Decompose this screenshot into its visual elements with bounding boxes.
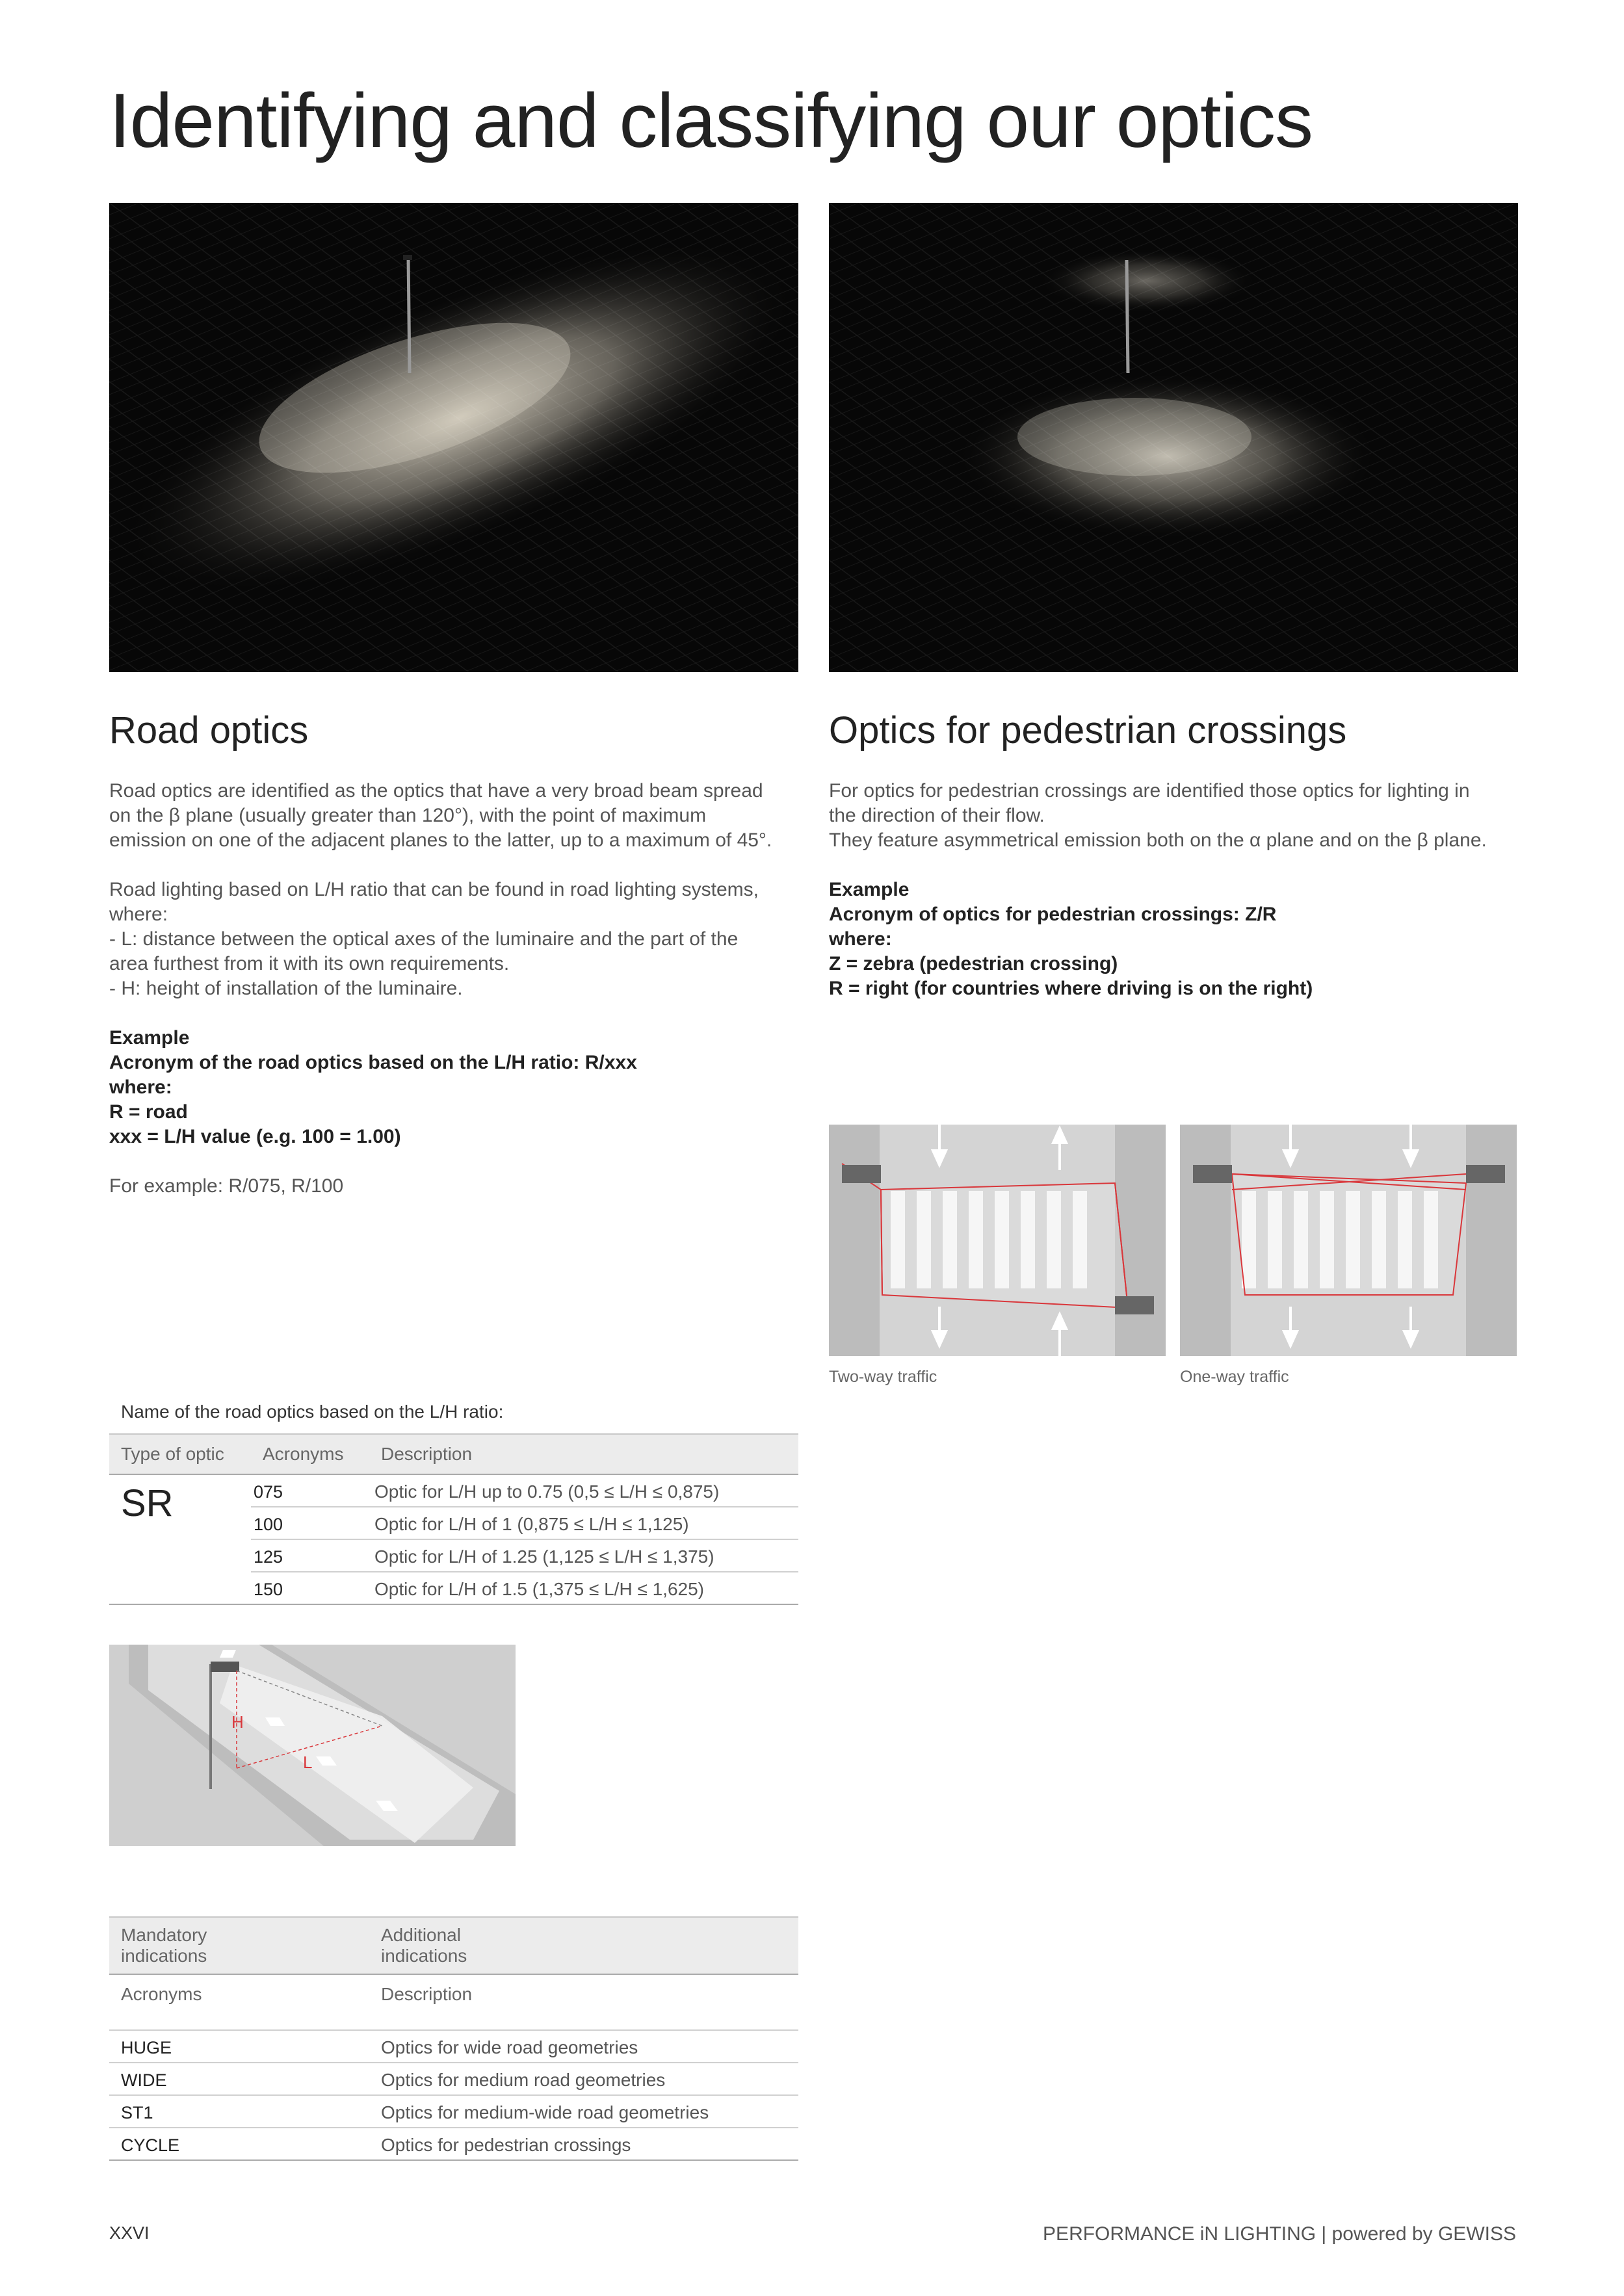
- road-para1-line: Road optics are identified as the optics that have a very broad beam spread: [109, 780, 763, 802]
- header-description: Description: [369, 1434, 798, 1474]
- page-number: XXVI: [109, 2223, 150, 2243]
- acronym-cell: 075: [251, 1474, 369, 1507]
- footer-brand: PERFORMANCE iN LIGHTING | powered by GEWISS: [1043, 2223, 1516, 2245]
- acronym-cell: ST1: [109, 2095, 369, 2128]
- table-row: [109, 2128, 798, 2160]
- description-cell: Optic for L/H of 1.5 (1,375 ≤ L/H ≤ 1,625): [369, 1572, 798, 1604]
- table-row: [109, 1474, 798, 1507]
- one-way-caption: One-way traffic: [1180, 1368, 1289, 1386]
- description-cell: Optics for wide road geometries: [369, 2030, 798, 2063]
- road-para2-line: area furthest from it with its own requirements.: [109, 953, 510, 974]
- table-row: [109, 2030, 798, 2063]
- two-way-traffic-diagram: [829, 1125, 1166, 1356]
- road-para2-line: where:: [109, 904, 168, 925]
- road-example-line: R = road: [109, 1101, 188, 1123]
- road-example: [109, 1026, 811, 1149]
- one-way-traffic-diagram: [1180, 1125, 1517, 1356]
- road-para1-line: emission on one of the adjacent planes to the latter, up to a maximum of 45°.: [109, 829, 772, 851]
- table-row: [109, 2063, 798, 2095]
- description-cell: Optics for medium road geometries: [369, 2063, 798, 2095]
- road-para2-line: Road lighting based on L/H ratio that can be found in road lighting systems,: [109, 879, 759, 900]
- pedestrian-example-line: Z = zebra (pedestrian crossing): [829, 953, 1118, 974]
- road-para1-line: on the β plane (usually greater than 120°), with the point of maximum: [109, 805, 707, 826]
- subheader-acronyms: Acronyms: [109, 1974, 369, 2030]
- pedestrian-para1-line: They feature asymmetrical emission both on the α plane and on the β plane.: [829, 829, 1487, 851]
- description-cell: Optic for L/H up to 0.75 (0,5 ≤ L/H ≤ 0,875): [369, 1474, 798, 1507]
- road-optics-table: [109, 1433, 798, 1605]
- header-additional-label: Additional indications: [381, 1925, 467, 1966]
- header-mandatory: [109, 1917, 369, 1974]
- pedestrian-example-line: Example: [829, 879, 910, 900]
- lh-ratio-diagram: [109, 1645, 516, 1846]
- road-example-line: Example: [109, 1027, 190, 1049]
- acronym-cell: 125: [251, 1539, 369, 1572]
- road-optics-photo: [109, 203, 798, 672]
- pedestrian-example-line: where:: [829, 928, 892, 950]
- road-example-line: xxx = L/H value (e.g. 100 = 1.00): [109, 1126, 401, 1147]
- acronym-cell: WIDE: [109, 2063, 369, 2095]
- pedestrian-optics-heading: Optics for pedestrian crossings: [829, 709, 1347, 751]
- table-subheader-row: [109, 1974, 798, 2030]
- diagram-label-l: L: [303, 1753, 313, 1772]
- header-additional: [369, 1917, 798, 1974]
- page-title: Identifying and classifying our optics: [109, 78, 1313, 164]
- acronym-cell: HUGE: [109, 2030, 369, 2063]
- acronym-cell: 150: [251, 1572, 369, 1604]
- road-lh-description: [109, 878, 811, 1001]
- table-header-row: [109, 1917, 798, 1974]
- header-mandatory-label: Mandatory indications: [121, 1925, 207, 1966]
- road-optics-heading: Road optics: [109, 709, 309, 751]
- road-for-example: For example: R/075, R/100: [109, 1175, 344, 1197]
- subheader-description: Description: [369, 1974, 798, 2030]
- indications-table: [109, 1916, 798, 2161]
- acronym-cell: 100: [251, 1507, 369, 1539]
- optic-type-sr: SR: [109, 1474, 251, 1604]
- acronym-cell: CYCLE: [109, 2128, 369, 2160]
- description-cell: Optics for pedestrian crossings: [369, 2128, 798, 2160]
- pedestrian-optics-description: [829, 779, 1531, 853]
- two-way-caption: Two-way traffic: [829, 1368, 937, 1386]
- description-cell: Optics for medium-wide road geometries: [369, 2095, 798, 2128]
- pedestrian-para1-line: the direction of their flow.: [829, 805, 1045, 826]
- road-table-caption: Name of the road optics based on the L/H ratio:: [121, 1402, 504, 1422]
- pedestrian-example-line: R = right (for countries where driving is on the right): [829, 978, 1313, 999]
- road-example-line: where:: [109, 1076, 172, 1098]
- header-acronyms: Acronyms: [251, 1434, 369, 1474]
- pedestrian-para1-line: For optics for pedestrian crossings are identified those optics for lighting in: [829, 780, 1470, 802]
- table-row: [109, 2095, 798, 2128]
- table-header-row: [109, 1434, 798, 1474]
- road-para2-line: - L: distance between the optical axes of the luminaire and the part of the: [109, 928, 739, 950]
- pedestrian-example-line: Acronym of optics for pedestrian crossings: Z/R: [829, 904, 1277, 925]
- pedestrian-optics-photo: [829, 203, 1518, 672]
- diagram-label-h: H: [231, 1712, 244, 1732]
- road-para2-line: - H: height of installation of the luminaire.: [109, 978, 463, 999]
- description-cell: Optic for L/H of 1.25 (1,125 ≤ L/H ≤ 1,375): [369, 1539, 798, 1572]
- header-type-of-optic: Type of optic: [109, 1434, 251, 1474]
- pedestrian-example: [829, 878, 1531, 1001]
- road-optics-description: [109, 779, 811, 853]
- description-cell: Optic for L/H of 1 (0,875 ≤ L/H ≤ 1,125): [369, 1507, 798, 1539]
- road-example-line: Acronym of the road optics based on the L/H ratio: R/xxx: [109, 1052, 637, 1073]
